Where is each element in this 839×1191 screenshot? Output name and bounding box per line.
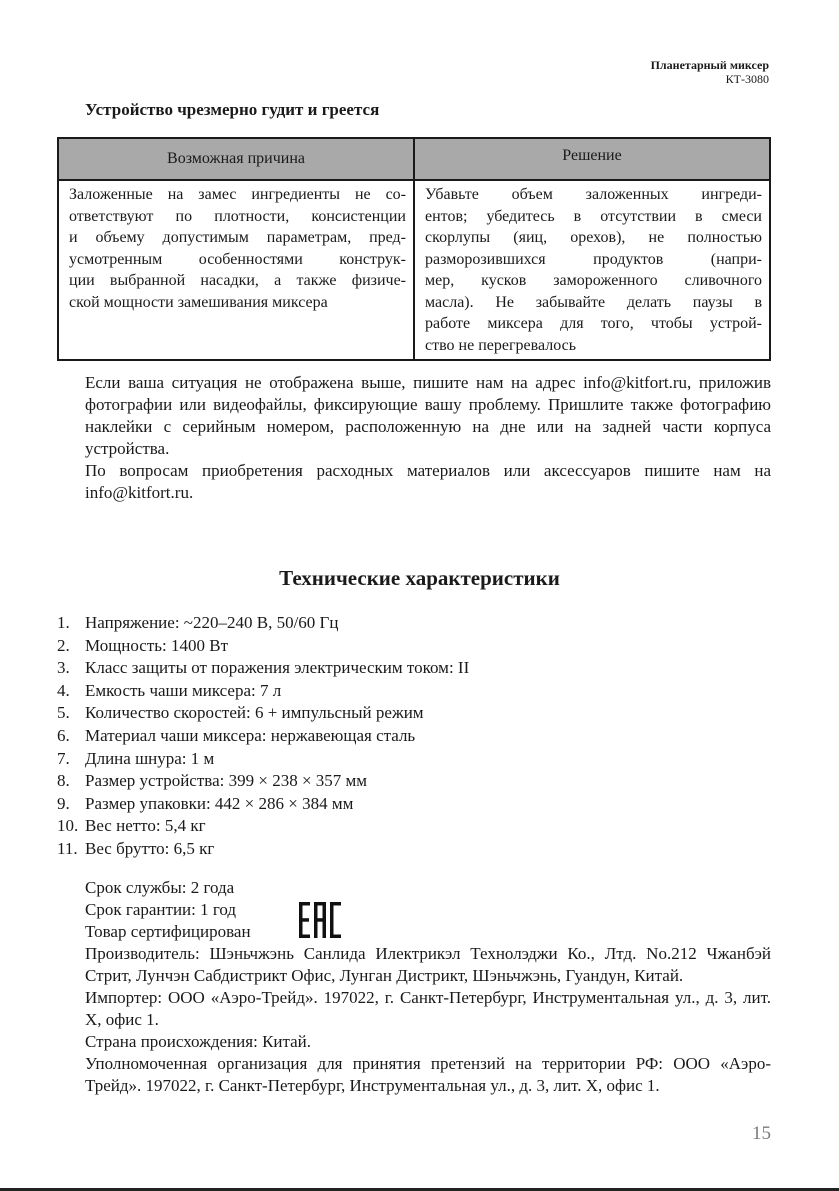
list-item xyxy=(57,657,469,680)
certified: Товар сертифицирован xyxy=(85,922,251,941)
list-item xyxy=(57,793,469,816)
item-number: 6. xyxy=(57,725,70,745)
table-row xyxy=(58,180,770,360)
item-text: Класс защиты от поражения электрическим током: II xyxy=(85,658,470,678)
solution-line: скорлупы (яиц, орехов), не полностью xyxy=(425,229,762,246)
list-item xyxy=(57,612,469,635)
item-text: Размер устройства: 399 × 238 × 357 мм xyxy=(85,771,368,791)
troubleshooting-table xyxy=(57,137,771,361)
table-header-row xyxy=(58,138,770,180)
running-header xyxy=(651,58,769,86)
specs-list xyxy=(57,612,469,861)
item-number: 11. xyxy=(57,838,78,858)
specs-title: Технические характеристики xyxy=(279,566,560,590)
item-text: Вес брутто: 6,5 кг xyxy=(85,838,215,858)
contact-text-1: Если ваша ситуация не отображена выше, пишите нам на адрес info@kitfort.ru, приложив фотографии или видеофайлы, фиксирующие вашу проблему. Пришлите также фотографию наклейки с серийным номером, расположенную на дне или на задней части корпуса устройства. xyxy=(85,373,771,458)
list-item xyxy=(57,680,469,703)
solution-cell xyxy=(414,180,770,360)
list-item xyxy=(57,725,469,748)
cause-line: ответствуют по плотности, консистенции xyxy=(69,207,406,225)
item-number: 7. xyxy=(57,748,70,768)
warranty: Срок гарантии: 1 год xyxy=(85,900,237,919)
cause-cell xyxy=(58,180,414,360)
list-item xyxy=(57,838,469,861)
list-item xyxy=(57,748,469,771)
cause-line: усмотренным особенностями конструк- xyxy=(69,250,406,268)
item-text: Емкость чаши миксера: 7 л xyxy=(85,680,282,700)
header-product-name: Планетарный миксер xyxy=(650,58,769,72)
column-header-cause: Возможная причина xyxy=(58,138,414,180)
solution-line: мер, кусков замороженного сливочного xyxy=(425,272,762,289)
item-number: 1. xyxy=(57,613,70,632)
item-number: 10. xyxy=(57,816,79,836)
item-number: 9. xyxy=(57,793,70,813)
contact-text-2: По вопросам приобретения расходных материалов или аксессуаров пишите нам на info@kitfort.ru. xyxy=(85,461,771,502)
solution-line: Убавьте объем заложенных ингреди- xyxy=(425,186,762,203)
manufacturer-text: Производитель: Шэньчжэнь Санлида Илектрикэл Технолэджи Ко., Лтд. No.212 Чжанбэй Стрит, Лунчэн Сабдистрикт Офис, Лунган Дистрикт, Шэньчжэнь, Гуандун, Китай. xyxy=(85,944,771,985)
solution-line: ентов; убедитесь в отсутствии в смеси xyxy=(425,207,762,225)
eac-mark-icon xyxy=(298,902,342,938)
item-number: 2. xyxy=(57,635,70,655)
origin-text: Страна происхождения: Китай. xyxy=(85,1032,312,1051)
cause-line: ции выбранной насадки, а также физиче- xyxy=(69,272,406,289)
contact-paragraph xyxy=(57,372,771,504)
item-text: Материал чаши миксера: нержавеющая сталь xyxy=(85,725,416,745)
cause-line: и объему допустимым параметрам, пред- xyxy=(69,229,406,246)
item-text: Длина шнура: 1 м xyxy=(85,748,215,768)
column-header-solution: Решение xyxy=(414,138,770,180)
solution-line: масла). Не забывайте делать паузы в xyxy=(425,293,762,311)
item-text: Размер упаковки: 442 × 286 × 384 мм xyxy=(85,793,354,813)
solution-line: ство не перегревалось xyxy=(425,336,576,354)
list-item xyxy=(57,635,469,658)
item-text: Вес нетто: 5,4 кг xyxy=(85,816,206,836)
header-model: КТ-3080 xyxy=(725,72,769,86)
item-number: 8. xyxy=(57,771,70,791)
cause-line: ской мощности замешивания миксера xyxy=(69,293,328,311)
list-item xyxy=(57,815,469,838)
list-item xyxy=(57,702,469,725)
troubleshooting-title: Устройство чрезмерно гудит и греется xyxy=(85,100,380,119)
list-item xyxy=(57,770,469,793)
solution-line: работе миксера для того, чтобы устрой- xyxy=(425,315,762,332)
importer-text: Импортер: ООО «Аэро-Трейд». 197022, г. Санкт-Петербург, Инструментальная ул., д. 3, лит. Х, офис 1. xyxy=(85,988,771,1029)
item-text: Количество скоростей: 6 + импульсный режим xyxy=(85,703,424,723)
authorized-text: Уполномоченная организация для принятия претензий на территории РФ: ООО «Аэро-Трейд». 197022, г. Санкт-Петербург, Инструментальная ул., д. 3, лит. Х, офис 1. xyxy=(85,1054,771,1095)
item-number: 5. xyxy=(57,703,70,723)
item-text: Напряжение: ~220–240 В, 50/60 Гц xyxy=(85,613,339,632)
service-life: Срок службы: 2 года xyxy=(85,878,235,897)
item-number: 4. xyxy=(57,680,70,700)
page-number: 15 xyxy=(752,1123,771,1144)
item-number: 3. xyxy=(57,658,70,678)
item-text: Мощность: 1400 Вт xyxy=(85,635,229,655)
legal-info xyxy=(57,943,771,1097)
solution-line: разморозившихся продуктов (напри- xyxy=(425,250,762,268)
cause-line: Заложенные на замес ингредиенты не со- xyxy=(69,186,406,203)
